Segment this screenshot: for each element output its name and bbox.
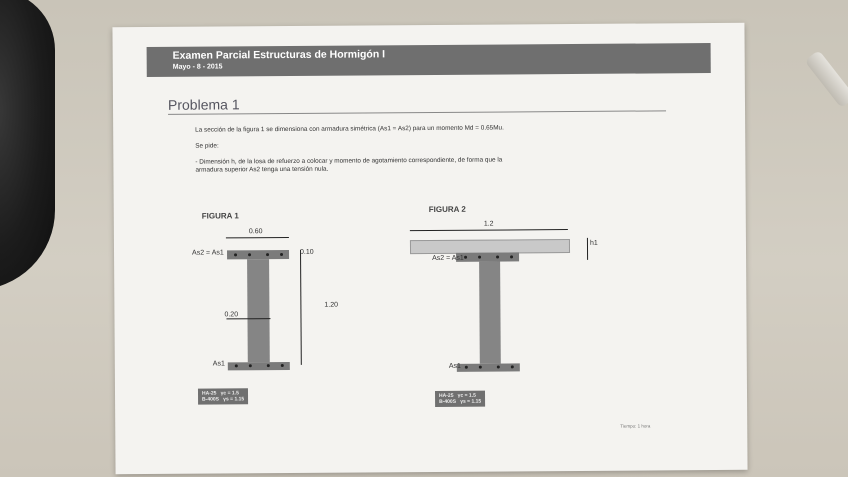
rebar-dot — [281, 364, 284, 367]
exam-date: Mayo - 8 - 2015 — [172, 63, 223, 71]
figure2-top-steel: As2 = As1 — [432, 254, 464, 262]
figure1-flange-thk: 0.10 — [299, 248, 314, 256]
figure2-legend-gs: γs = 1.15 — [460, 398, 482, 405]
problem-intro: La sección de la figura 1 se dimensiona con armadura simétrica (As1 = As2) para un momento Md = 0.65Mu. — [195, 124, 504, 134]
figure1-legend-steel: B-400S — [202, 396, 220, 403]
figure2-legend-steel: B-400S — [439, 398, 457, 405]
figure1-web — [247, 259, 270, 362]
rebar-dot — [235, 364, 238, 367]
figure2-slab-dim-line — [410, 229, 568, 231]
exam-sheet — [112, 23, 747, 474]
figure1-top-steel: As2 = As1 — [192, 249, 224, 257]
figure2-material-legend — [435, 391, 485, 407]
figure1-material-legend — [198, 388, 248, 404]
rebar-dot — [266, 253, 269, 256]
rebar-dot — [511, 365, 514, 368]
figure2-slab-thk: h1 — [589, 239, 598, 247]
figure1-bottom-steel: As1 — [212, 360, 225, 368]
problem-item-cont: armadura superior As2 tenga una tensión nula. — [195, 165, 329, 174]
rebar-dot — [249, 364, 252, 367]
time-note: Tiempo: 1 hora — [620, 423, 651, 429]
figure1-web-width: 0.20 — [224, 311, 239, 319]
figure2-slab-width: 1.2 — [483, 220, 494, 228]
figure2-bottom-steel: As1 — [448, 362, 461, 370]
problem-ask: Se pide: — [195, 142, 219, 150]
exam-title: Examen Parcial Estructuras de Hormigón I — [172, 48, 386, 62]
figure2-legend-gc: γc = 1.5 — [457, 392, 476, 399]
figure1-legend-gc: γc = 1.5 — [220, 390, 239, 397]
rebar-dot — [478, 256, 481, 259]
rebar-dot — [267, 364, 270, 367]
rebar-dot — [479, 366, 482, 369]
rebar-dot — [280, 253, 283, 256]
rebar-dot — [248, 253, 251, 256]
figure2-title: FIGURA 2 — [428, 204, 466, 215]
figure1-legend-concrete: HA-25 — [201, 390, 217, 397]
rebar-dot — [497, 366, 500, 369]
rebar-dot — [234, 253, 237, 256]
figure2-slab-thk-dim-line — [587, 238, 588, 260]
dark-bag-corner — [0, 0, 55, 290]
exam-header-bar — [147, 43, 711, 77]
figure1-title: FIGURA 1 — [201, 211, 239, 221]
problem-heading: Problema 1 — [168, 93, 666, 114]
rebar-dot — [464, 256, 467, 259]
figure1-top-width: 0.60 — [248, 228, 263, 236]
rebar-dot — [496, 256, 499, 259]
rebar-dot — [465, 366, 468, 369]
figure2-legend-concrete: HA-25 — [439, 392, 454, 399]
figure1-height-dim-line — [300, 250, 302, 365]
rebar-dot — [510, 255, 513, 258]
figure1-top-dim-line — [226, 237, 289, 238]
figure2-web — [479, 262, 501, 364]
problem-item: - Dimensión h, de la losa de refuerzo a colocar y momento de agotamiento correspondiente, de forma que la — [195, 156, 503, 166]
figure1-height: 1.20 — [324, 301, 339, 309]
pen-on-desk — [804, 50, 848, 108]
figure1-legend-gs: γs = 1.15 — [223, 396, 245, 403]
